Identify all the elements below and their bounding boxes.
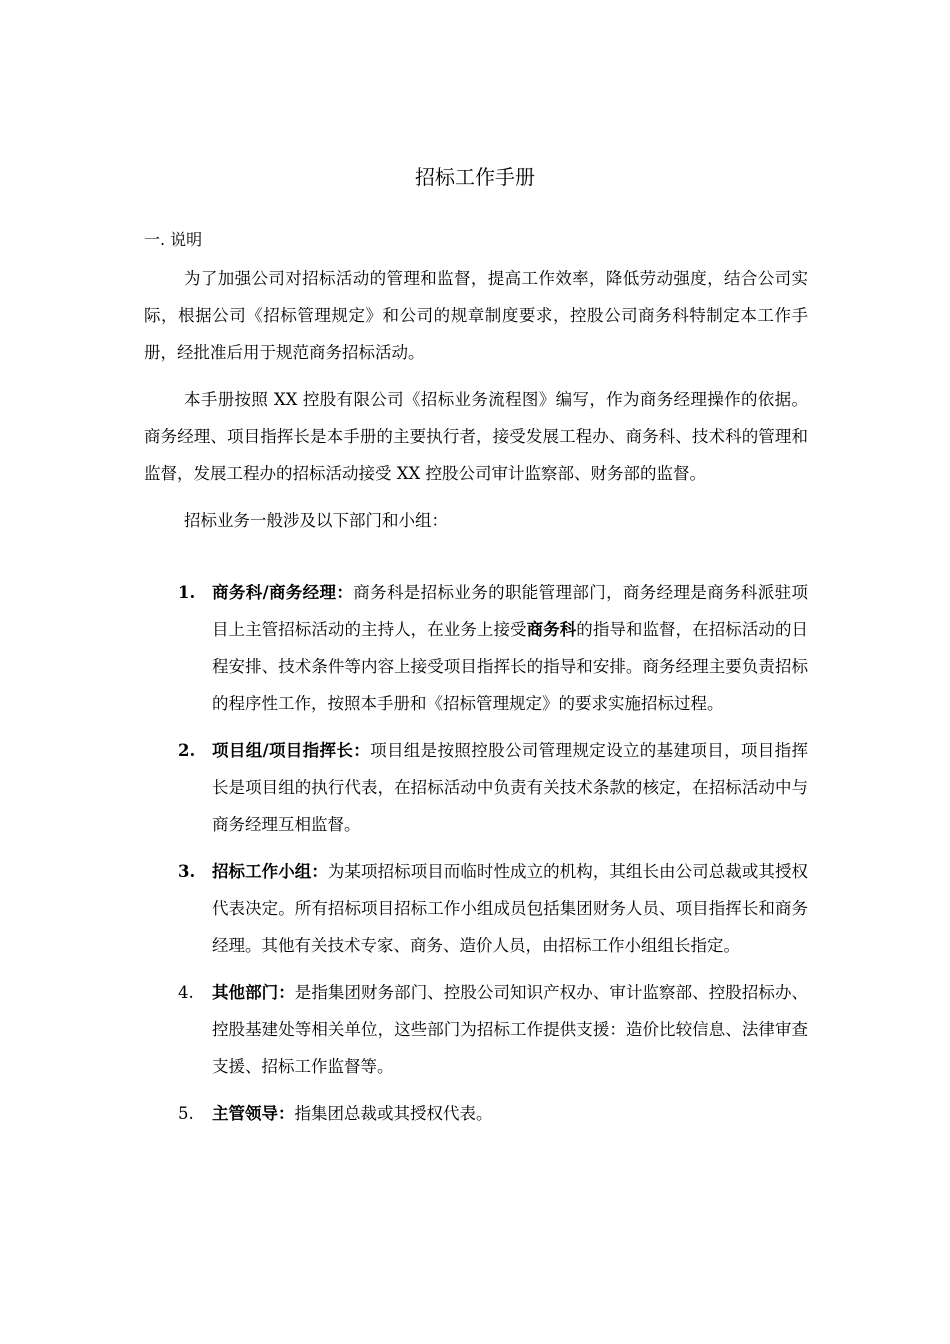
document-title: 招标工作手册 [415, 165, 535, 189]
list-item-text: 为某项招标项目而临时性成立的机构，其组长由公司总裁或其授权代表决定。所有招标项目招标工作小组成员包括集团财务人员、项目指挥长和商务经理。其他有关技术专家、商务、造价人员，由招标工作小组组长指定。 [212, 862, 809, 955]
list-item-number: 3. [178, 862, 196, 881]
paragraph-scope: 本手册按照 XX 控股有限公司《招标业务流程图》编写，作为商务经理操作的依据。商务经理、项目指挥长是本手册的主要执行者，接受发展工程办、商务科、技术科的管理和监督，发展工程办的招标活动接受 XX 控股公司审计监察部、财务部的监督。 [144, 390, 808, 483]
list-item-term: 项目组/项目指挥长： [212, 741, 371, 760]
list-item-number: 4. [178, 983, 194, 1002]
list-item-text: 项目组是按照控股公司管理规定设立的基建项目，项目指挥长是项目组的执行代表，在招标活动中负责有关技术条款的核定，在招标活动中与商务经理互相监督。 [212, 741, 809, 834]
list-item-text: 商务科是招标业务的职能管理部门，商务经理是商务科派驻项目上主管招标活动的主持人，在业务上接受 [212, 583, 808, 639]
list-item-text: 是指集团财务部门、控股公司知识产权办、审计监察部、控股招标办、控股基建处等相关单位，这些部门为招标工作提供支援：造价比较信息、法律审查支援、招标工作监督等。 [212, 983, 809, 1076]
list-item-term: 其他部门： [212, 983, 295, 1002]
list-item [178, 574, 808, 722]
section-heading: 一. 说明 [144, 230, 203, 249]
list-item-term: 招标工作小组： [212, 862, 328, 881]
list-item [178, 974, 808, 1085]
paragraph-departments-lead: 招标业务一般涉及以下部门和小组： [184, 511, 448, 530]
list-item-number: 2. [178, 741, 196, 760]
list-item-text: 指集团总裁或其授权代表。 [294, 1104, 493, 1123]
list-item [178, 732, 808, 843]
list-item-emphasis: 商务科 [526, 620, 577, 639]
list-item [178, 1095, 808, 1132]
list-item-number: 5. [178, 1104, 194, 1123]
list-item-term: 商务科/商务经理： [212, 583, 354, 602]
list-item-number: 1. [178, 583, 196, 602]
list-item [178, 853, 808, 964]
list-item-text: 的指导和监督，在招标活动的日程安排、技术条件等内容上接受项目指挥长的指导和安排。商务经理主要负责招标的程序性工作，按照本手册和《招标管理规定》的要求实施招标过程。 [212, 620, 809, 713]
department-list [178, 574, 808, 1142]
paragraph-intro: 为了加强公司对招标活动的管理和监督，提高工作效率，降低劳动强度，结合公司实际，根据公司《招标管理规定》和公司的规章制度要求，控股公司商务科特制定本工作手册，经批准后用于规范商务招标活动。 [144, 269, 808, 362]
section-body [144, 260, 808, 549]
list-item-term: 主管领导： [212, 1104, 295, 1123]
